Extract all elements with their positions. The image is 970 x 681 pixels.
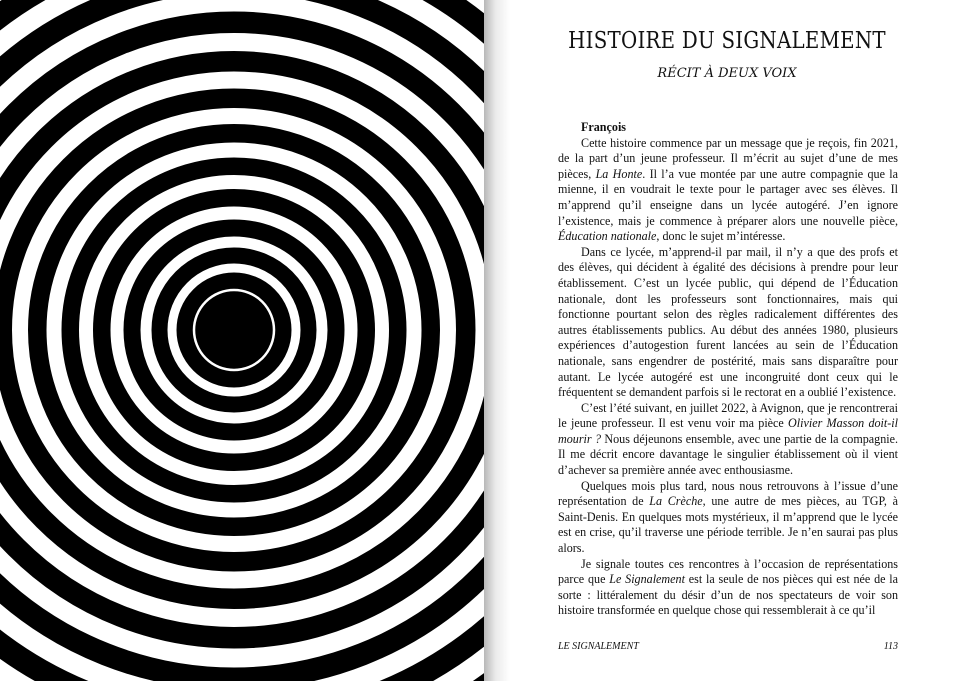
page-number: 113 [883,641,898,652]
speaker-name: François [581,120,627,134]
paragraph [558,401,898,479]
text-span: Cette histoire commence par un message que je reçois, fin 2021, de la part d’un jeune professeur. Il m’écrit au sujet d’une de mes pièces, [558,135,898,181]
concentric-rings-graphic [0,0,484,681]
text-span: , donc le sujet m’intéresse. [656,229,786,244]
text-span: est la seule de nos pièces qui est née de la sorte : littéralement du désir d’un de nos spectateurs de voir son histoire transformée en quelque chose qui ressemblerait à ce qu’il [558,572,899,618]
italic-title-span: La Honte [595,166,643,181]
paragraph-list [558,136,898,619]
page-title: HISTOIRE DU SIGNALEMENT [568,28,886,54]
italic-title-span: Olivier Masson doit-il mourir ? [558,416,899,446]
concentric-circles-illustration [0,0,484,681]
text-span: Quelques mois plus tard, nous nous retrouvons à l’issue d’une représentation de [558,478,898,509]
text-span: Dans ce lycée, m’apprend-il par mail, il n’y a que des profs et des élèves, qui décident à égalité des décisions à prendre pour leur établissement. C’est un lycée public, qui dépend de l’Éducation nationale, dont les professeurs sont fonctionnaires, mais qui fonctionne pourtant selon des règles radicalement différentes des autres établissements publics. Au début des années 1980, plusieurs expériences d’autogestion furent lancées au sein de l’Éducation nationale, sans engendrer de postérité, mais sans disparaître pour autant. Le lycée autogéré est une incongruité dont ceux qui le fréquentent se demandent parfois si le rectorat en a oublié l’existence. [558,244,898,400]
paragraph [558,479,898,557]
text-span: C’est l’été suivant, en juillet 2022, à Avignon, que je rencontrerai le jeune professeur. Il est venu voir ma pièce [558,400,898,431]
paragraph [558,136,898,245]
italic-title-span: Le Signalement [609,572,685,587]
paragraph [558,557,898,619]
italic-title-span: Éducation nationale [558,229,657,244]
text-span: , une autre de mes pièces, au TGP, à Saint-Denis. En quelques mots mystérieux, il m’apprend que le lycée est en crise, qu’il traverse une période terrible. Je n’en saurai pas plus alors. [558,494,898,556]
running-footer-title: LE SIGNALEMENT [558,641,639,652]
paragraph [558,245,898,401]
text-span: Je signale toutes ces rencontres à l’occasion de représentations parce que [558,556,898,587]
text-span: . Il l’a vue montée par une autre compagnie que la mienne, il en voudrait le texte pour le partager avec ses élèves. Il m’apprend qu’il enseigne dans un lycée autogéré. J’en ignore l’existence, mais je commence à préparer alors une nouvelle pièce, [558,166,899,228]
text-page [484,0,970,681]
page-subtitle: RÉCIT À DEUX VOIX [657,66,797,81]
body-text [558,120,898,619]
text-span: Nous déjeunons ensemble, avec une partie de la compagnie. Il me décrit encore davantage le singulier établissement où il vient d’achever sa première année avec enthousiasme. [558,431,899,478]
italic-title-span: La Crèche [649,494,703,509]
